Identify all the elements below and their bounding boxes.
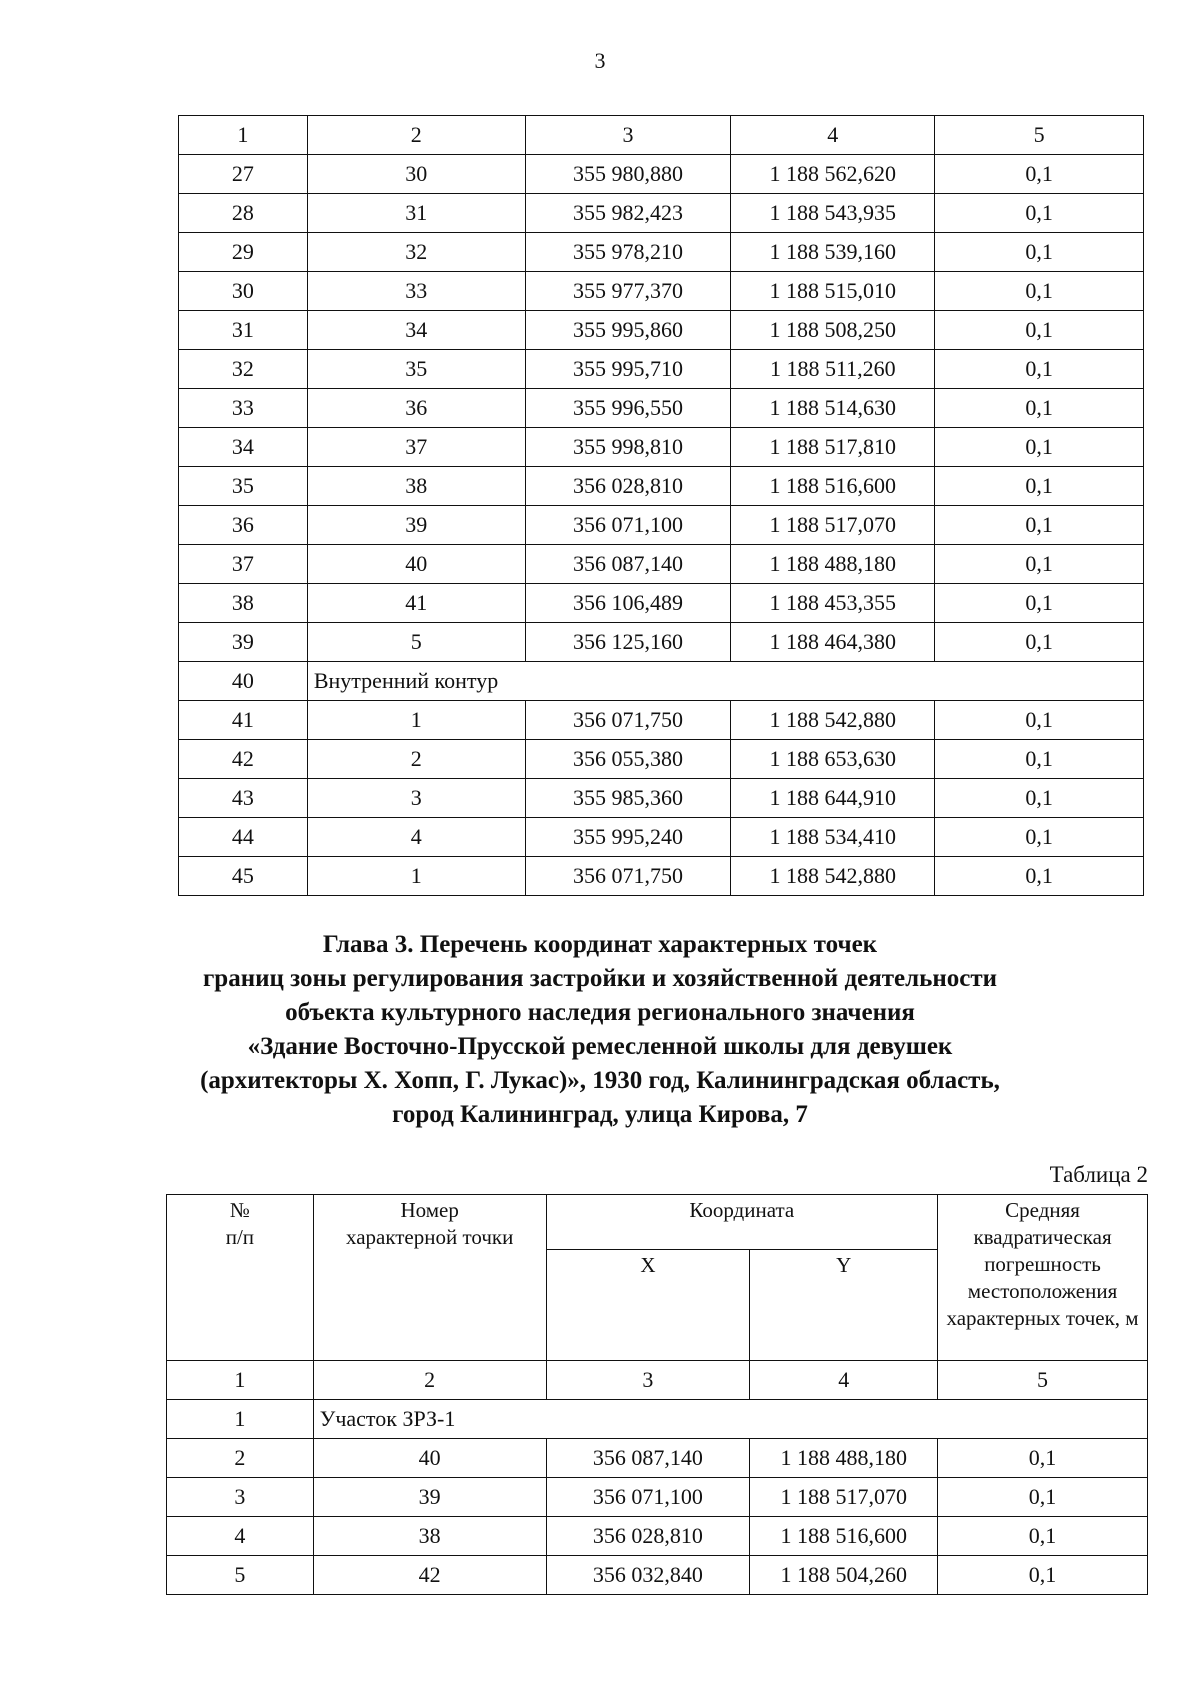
- chapter-heading-line: границ зоны регулирования застройки и хозяйственной деятельности: [202, 965, 998, 992]
- table-cell: 4: [167, 1517, 314, 1556]
- table-cell: 1 188 514,630: [731, 389, 935, 428]
- header-mean-error: Средняя квадратическая погрешность местоположения характерных точек, м: [938, 1195, 1148, 1361]
- table-row: [167, 1556, 1148, 1595]
- table-cell: 5: [307, 623, 525, 662]
- table-cell: 355 978,210: [525, 233, 731, 272]
- table-cell: 32: [179, 350, 308, 389]
- table-cell: 1 188 562,620: [731, 155, 935, 194]
- table-cell: 0,1: [935, 311, 1144, 350]
- table-cell: 2: [313, 1361, 546, 1400]
- table-cell: 1 188 508,250: [731, 311, 935, 350]
- table-cell: 5: [935, 116, 1144, 155]
- table-caption: Таблица 2: [1049, 1162, 1148, 1187]
- chapter-heading-line: «Здание Восточно-Прусской ремесленной школы для девушек: [247, 1033, 953, 1060]
- table-cell: 356 028,810: [525, 467, 731, 506]
- table-cell: 39: [179, 623, 308, 662]
- table-cell: 0,1: [938, 1439, 1148, 1478]
- table-row: [179, 545, 1144, 584]
- table-cell: 42: [313, 1556, 546, 1595]
- chapter-heading-line: город Калининград, улица Кирова, 7: [392, 1101, 808, 1128]
- section-row: [167, 1400, 1148, 1439]
- table-cell: 1 188 653,630: [731, 740, 935, 779]
- table-cell: 0,1: [935, 506, 1144, 545]
- table-cell: 3: [546, 1361, 750, 1400]
- table-row: [179, 506, 1144, 545]
- table-cell: 1: [179, 116, 308, 155]
- table-cell: 1 188 504,260: [750, 1556, 938, 1595]
- table-cell: 0,1: [935, 740, 1144, 779]
- table-cell: 0,1: [935, 428, 1144, 467]
- table-cell: 356 071,100: [525, 506, 731, 545]
- table-cell: 355 980,880: [525, 155, 731, 194]
- table-cell: 355 995,860: [525, 311, 731, 350]
- table-cell: 2: [307, 740, 525, 779]
- table-cell: 0,1: [935, 467, 1144, 506]
- table-row: [179, 623, 1144, 662]
- table-cell: 355 995,240: [525, 818, 731, 857]
- table-cell: 356 032,840: [546, 1556, 750, 1595]
- table-cell: 1: [167, 1361, 314, 1400]
- table-cell: 0,1: [935, 857, 1144, 896]
- section-row: [179, 662, 1144, 701]
- table-cell: 1 188 517,070: [750, 1478, 938, 1517]
- table-row: [167, 1478, 1148, 1517]
- table-cell: 356 087,140: [525, 545, 731, 584]
- table-cell: 40: [179, 662, 308, 701]
- table-cell: 31: [179, 311, 308, 350]
- table-cell: 32: [307, 233, 525, 272]
- table-cell: 0,1: [938, 1478, 1148, 1517]
- table-row: [167, 1361, 1148, 1400]
- table-cell: 35: [307, 350, 525, 389]
- table-cell: 0,1: [935, 350, 1144, 389]
- table-cell: 1 188 534,410: [731, 818, 935, 857]
- table-cell: 0,1: [935, 389, 1144, 428]
- header-point-number: Номер характерной точки: [313, 1195, 546, 1361]
- table-cell: 1 188 515,010: [731, 272, 935, 311]
- table-cell: 38: [313, 1517, 546, 1556]
- table-cell: 356 087,140: [546, 1439, 750, 1478]
- table-cell: 5: [938, 1361, 1148, 1400]
- table-cell: 1 188 511,260: [731, 350, 935, 389]
- table-cell: 1: [167, 1400, 314, 1439]
- table-cell: 40: [307, 545, 525, 584]
- table-cell: 36: [307, 389, 525, 428]
- table-cell: 2: [167, 1439, 314, 1478]
- table-cell: 45: [179, 857, 308, 896]
- table-cell: 37: [307, 428, 525, 467]
- table-cell: 5: [167, 1556, 314, 1595]
- table-cell: 1 188 517,070: [731, 506, 935, 545]
- table-row: [179, 311, 1144, 350]
- table-cell: 33: [307, 272, 525, 311]
- chapter-heading-line: Глава 3. Перечень координат характерных точек: [322, 931, 878, 958]
- page-number: 3: [594, 48, 606, 73]
- table-row: [179, 701, 1144, 740]
- table-cell: 43: [179, 779, 308, 818]
- table-cell: 30: [179, 272, 308, 311]
- table-cell: 0,1: [938, 1556, 1148, 1595]
- table-cell: 28: [179, 194, 308, 233]
- table-cell: 42: [179, 740, 308, 779]
- table-cell: 356 071,100: [546, 1478, 750, 1517]
- header-coordinate: Координата: [546, 1195, 938, 1250]
- table-cell: 1: [307, 857, 525, 896]
- table-cell: 4: [731, 116, 935, 155]
- table-row: [179, 857, 1144, 896]
- table-cell: 1 188 516,600: [750, 1517, 938, 1556]
- table-cell: 0,1: [935, 818, 1144, 857]
- header-x: X: [546, 1250, 750, 1361]
- coordinates-table-continued: [178, 115, 1144, 896]
- coordinates-table-2: [166, 1194, 1148, 1595]
- table-cell: 3: [167, 1478, 314, 1517]
- table-cell: 4: [750, 1361, 938, 1400]
- table-cell: 1 188 453,355: [731, 584, 935, 623]
- table-cell: 1 188 488,180: [750, 1439, 938, 1478]
- table-cell: 0,1: [935, 584, 1144, 623]
- table-cell: 0,1: [938, 1517, 1148, 1556]
- table-cell: 2: [307, 116, 525, 155]
- table-cell: 1 188 543,935: [731, 194, 935, 233]
- table-row: [179, 818, 1144, 857]
- table-row: [167, 1517, 1148, 1556]
- table-cell: 39: [313, 1478, 546, 1517]
- table-row: [179, 467, 1144, 506]
- table-cell: 356 055,380: [525, 740, 731, 779]
- chapter-heading-line: объекта культурного наследия регионального значения: [285, 999, 915, 1026]
- table-cell: 4: [307, 818, 525, 857]
- table-row: [179, 740, 1144, 779]
- table-row: [179, 779, 1144, 818]
- table-cell: 0,1: [935, 779, 1144, 818]
- table-cell: 30: [307, 155, 525, 194]
- table-cell: 1 188 517,810: [731, 428, 935, 467]
- table-row: [179, 116, 1144, 155]
- table-cell: 0,1: [935, 194, 1144, 233]
- table-row: [167, 1439, 1148, 1478]
- table-cell: 3: [525, 116, 731, 155]
- table-cell: 0,1: [935, 155, 1144, 194]
- table-cell: 33: [179, 389, 308, 428]
- table-cell: 1 188 539,160: [731, 233, 935, 272]
- table-row: [179, 389, 1144, 428]
- section-label: Внутренний контур: [307, 662, 1143, 701]
- table-cell: 27: [179, 155, 308, 194]
- table-cell: 355 982,423: [525, 194, 731, 233]
- table-row: [179, 428, 1144, 467]
- section-label: Участок ЗРЗ-1: [313, 1400, 1147, 1439]
- table-cell: 355 995,710: [525, 350, 731, 389]
- chapter-heading-line: (архитекторы Х. Хопп, Г. Лукас)», 1930 год, Калининградская область,: [200, 1067, 1000, 1094]
- table-cell: 355 996,550: [525, 389, 731, 428]
- table-row: [179, 584, 1144, 623]
- table-cell: 40: [313, 1439, 546, 1478]
- table-cell: 1 188 516,600: [731, 467, 935, 506]
- table-cell: 1 188 488,180: [731, 545, 935, 584]
- table-cell: 29: [179, 233, 308, 272]
- table-row: [179, 155, 1144, 194]
- table-row: [179, 350, 1144, 389]
- table-cell: 356 125,160: [525, 623, 731, 662]
- table-cell: 36: [179, 506, 308, 545]
- table-row: [179, 272, 1144, 311]
- table-cell: 356 071,750: [525, 857, 731, 896]
- table-cell: 0,1: [935, 272, 1144, 311]
- table-cell: 1: [307, 701, 525, 740]
- table-cell: 34: [307, 311, 525, 350]
- table-cell: 31: [307, 194, 525, 233]
- table-cell: 41: [179, 701, 308, 740]
- table-cell: 38: [179, 584, 308, 623]
- table-cell: 355 998,810: [525, 428, 731, 467]
- table-cell: 41: [307, 584, 525, 623]
- table-cell: 0,1: [935, 545, 1144, 584]
- table-row: [179, 194, 1144, 233]
- table-cell: 35: [179, 467, 308, 506]
- table-cell: 1 188 542,880: [731, 857, 935, 896]
- table-cell: 37: [179, 545, 308, 584]
- table-cell: 1 188 464,380: [731, 623, 935, 662]
- table-cell: 355 985,360: [525, 779, 731, 818]
- header-num: № п/п: [167, 1195, 314, 1361]
- table-row: [179, 233, 1144, 272]
- table-cell: 356 071,750: [525, 701, 731, 740]
- table-cell: 0,1: [935, 233, 1144, 272]
- table-cell: 1 188 542,880: [731, 701, 935, 740]
- table-cell: 39: [307, 506, 525, 545]
- table-cell: 356 028,810: [546, 1517, 750, 1556]
- table-cell: 1 188 644,910: [731, 779, 935, 818]
- table-cell: 356 106,489: [525, 584, 731, 623]
- chapter-heading: [130, 928, 1070, 1132]
- table-cell: 44: [179, 818, 308, 857]
- table-cell: 34: [179, 428, 308, 467]
- table-cell: 38: [307, 467, 525, 506]
- table-cell: 3: [307, 779, 525, 818]
- table-cell: 355 977,370: [525, 272, 731, 311]
- table-cell: 0,1: [935, 623, 1144, 662]
- header-y: Y: [750, 1250, 938, 1361]
- table-cell: 0,1: [935, 701, 1144, 740]
